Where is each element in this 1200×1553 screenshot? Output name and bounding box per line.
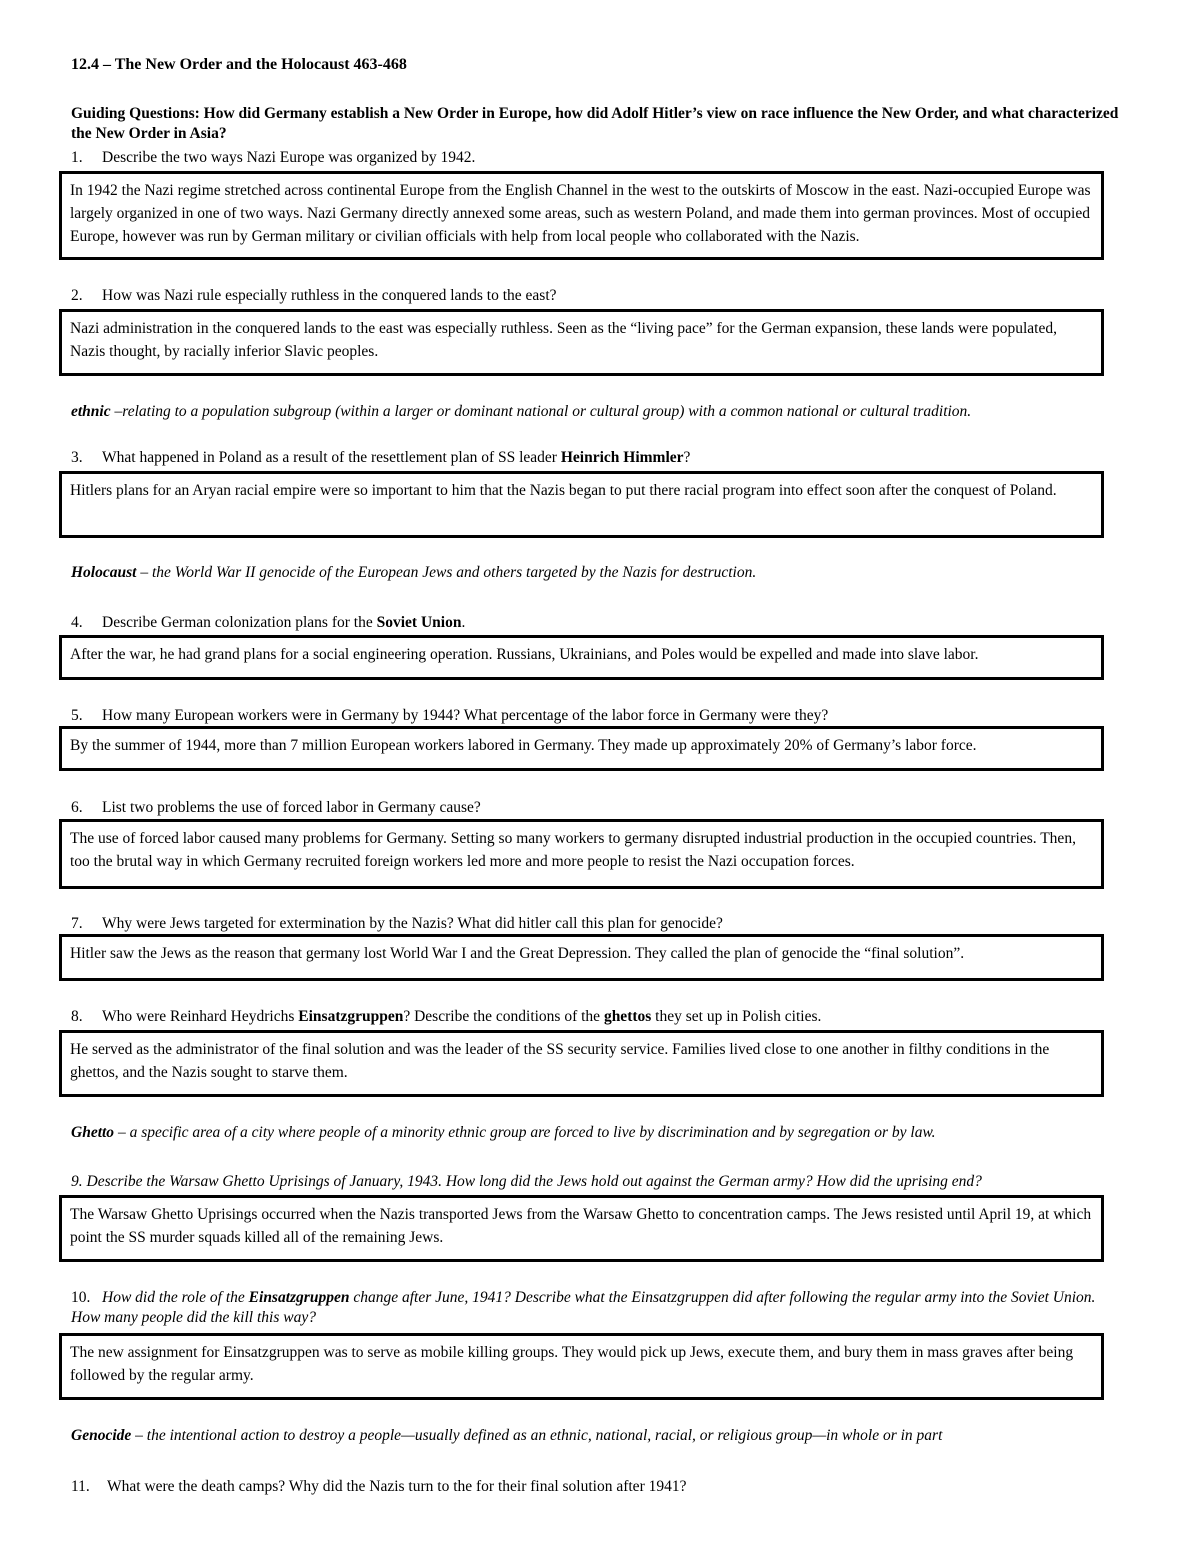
guiding-questions: Guiding Questions: How did Germany establish a New Order in Europe, how did Adolf Hitler’s view on race influence the New Order, and what characterized the New Order in Asia?: [71, 105, 1119, 142]
question-text: List two problems the use of forced labor in Germany cause?: [102, 799, 481, 816]
question-text: Describe German colonization plans for the: [102, 614, 377, 631]
question-number: 8.: [71, 1008, 83, 1025]
question-number: 7.: [71, 915, 83, 932]
definition-text: – the intentional action to destroy a people—usually defined as an ethnic, national, racial, or religious group—in whole or in part: [131, 1427, 943, 1444]
question-5: [71, 706, 828, 726]
definition-term: ethnic: [71, 403, 111, 420]
question-6: [71, 798, 481, 818]
question-text: Describe the two ways Nazi Europe was organized by 1942.: [102, 149, 476, 166]
answer-box-6[interactable]: The use of forced labor caused many problems for Germany. Setting so many workers to germany disrupted industrial production in the occupied countries. Then, too the brutal way in which Germany recruited foreign workers led more and more people to resist the Nazi occupation forces.: [59, 819, 1104, 889]
question-text: change after June, 1941? Describe what the Einsatzgruppen did after following the regular army into the Soviet Union. How many people did the kill this way?: [71, 1289, 1096, 1326]
question-number: 2.: [71, 287, 83, 304]
question-bold-term: Soviet Union: [376, 614, 462, 631]
question-bold-term: ghettos: [603, 1008, 652, 1025]
definition-holocaust: [71, 563, 756, 583]
question-number: 6.: [71, 799, 83, 816]
question-7: [71, 914, 723, 934]
definition-ethnic: [71, 402, 971, 422]
question-text: How was Nazi rule especially ruthless in the conquered lands to the east?: [102, 287, 557, 304]
question-text: Why were Jews targeted for extermination by the Nazis? What did hitler call this plan for genocide?: [102, 915, 723, 932]
page-title: 12.4 – The New Order and the Holocaust 463-468: [71, 56, 407, 73]
definition-text: – a specific area of a city where people of a minority ethnic group are forced to live by discrimination and by segregation or by law.: [114, 1124, 936, 1141]
definition-term: Genocide: [71, 1427, 132, 1444]
definition-text: – the World War II genocide of the European Jews and others targeted by the Nazis for destruction.: [136, 564, 757, 581]
question-number: 1.: [71, 149, 83, 166]
question-number: 11.: [71, 1478, 90, 1495]
definition-genocide: [71, 1426, 942, 1446]
question-number: 3.: [71, 449, 83, 466]
definition-term: Ghetto: [71, 1124, 115, 1141]
question-1: [71, 148, 475, 168]
question-end: .: [461, 614, 466, 631]
question-text: they set up in Polish cities.: [651, 1008, 822, 1025]
question-bold-term: Einsatzgruppen: [248, 1289, 350, 1306]
question-end: ?: [683, 449, 691, 466]
question-text: How many European workers were in Germany by 1944? What percentage of the labor force in Germany were they?: [102, 707, 829, 724]
question-2: [71, 286, 557, 306]
question-text: How did the role of the: [102, 1289, 249, 1306]
answer-box-7[interactable]: Hitler saw the Jews as the reason that germany lost World War I and the Great Depression. They called the plan of genocide the “final solution”.: [59, 934, 1104, 981]
answer-box-10[interactable]: The new assignment for Einsatzgruppen was to serve as mobile killing groups. They would pick up Jews, execute them, and bury them in mass graves after being followed by the regular army.: [59, 1333, 1104, 1400]
question-11: [71, 1477, 686, 1497]
question-text: What happened in Poland as a result of the resettlement plan of SS leader: [102, 449, 561, 466]
question-bold-term: Heinrich Himmler: [560, 449, 684, 466]
definition-text: –relating to a population subgroup (within a larger or dominant national or cultural group) with a common national or cultural tradition.: [110, 403, 972, 420]
question-8: [71, 1007, 821, 1027]
answer-box-2[interactable]: Nazi administration in the conquered lands to the east was especially ruthless. Seen as the “living pace” for the German expansion, these lands were populated, Nazis thought, by racially inferior Slavic peoples.: [59, 309, 1104, 376]
answer-box-3[interactable]: Hitlers plans for an Aryan racial empire were so important to him that the Nazis began to put there racial program into effect soon after the conquest of Poland.: [59, 471, 1104, 538]
definition-term: Holocaust: [71, 564, 137, 581]
question-text: Who were Reinhard Heydrichs: [102, 1008, 299, 1025]
answer-box-4[interactable]: After the war, he had grand plans for a social engineering operation. Russians, Ukrainians, and Poles would be expelled and made into slave labor.: [59, 635, 1104, 680]
question-text: ? Describe the conditions of the: [403, 1008, 604, 1025]
answer-box-8[interactable]: He served as the administrator of the final solution and was the leader of the SS security service. Families lived close to one another in filthy conditions in the ghettos, and the Nazis sought to starve them.: [59, 1030, 1104, 1097]
question-9: 9. Describe the Warsaw Ghetto Uprisings of January, 1943. How long did the Jews hold out against the German army? How did the uprising end?: [71, 1173, 982, 1190]
question-number: 5.: [71, 707, 83, 724]
question-3: [71, 448, 690, 468]
answer-box-9[interactable]: The Warsaw Ghetto Uprisings occurred when the Nazis transported Jews from the Warsaw Ghetto to concentration camps. The Jews resisted until April 19, at which point the SS murder squads killed all of the remaining Jews.: [59, 1195, 1104, 1262]
answer-box-5[interactable]: By the summer of 1944, more than 7 million European workers labored in Germany. They made up approximately 20% of Germany’s labor force.: [59, 726, 1104, 771]
question-number: 4.: [71, 614, 83, 631]
answer-box-1[interactable]: In 1942 the Nazi regime stretched across continental Europe from the English Channel in the west to the outskirts of Moscow in the east. Nazi-occupied Europe was largely organized in one of two ways. Nazi Germany directly annexed some areas, such as western Poland, and made them into german provinces. Most of occupied Europe, however was run by German military or civilian officials with help from local people who collaborated with the Nazis.: [59, 171, 1104, 260]
question-10: [71, 1288, 1121, 1328]
question-number: 10.: [71, 1289, 91, 1306]
question-4: [71, 613, 465, 633]
question-bold-term: Einsatzgruppen: [298, 1008, 404, 1025]
question-text: What were the death camps? Why did the Nazis turn to the for their final solution after 1941?: [107, 1478, 687, 1495]
definition-ghetto: [71, 1123, 936, 1143]
